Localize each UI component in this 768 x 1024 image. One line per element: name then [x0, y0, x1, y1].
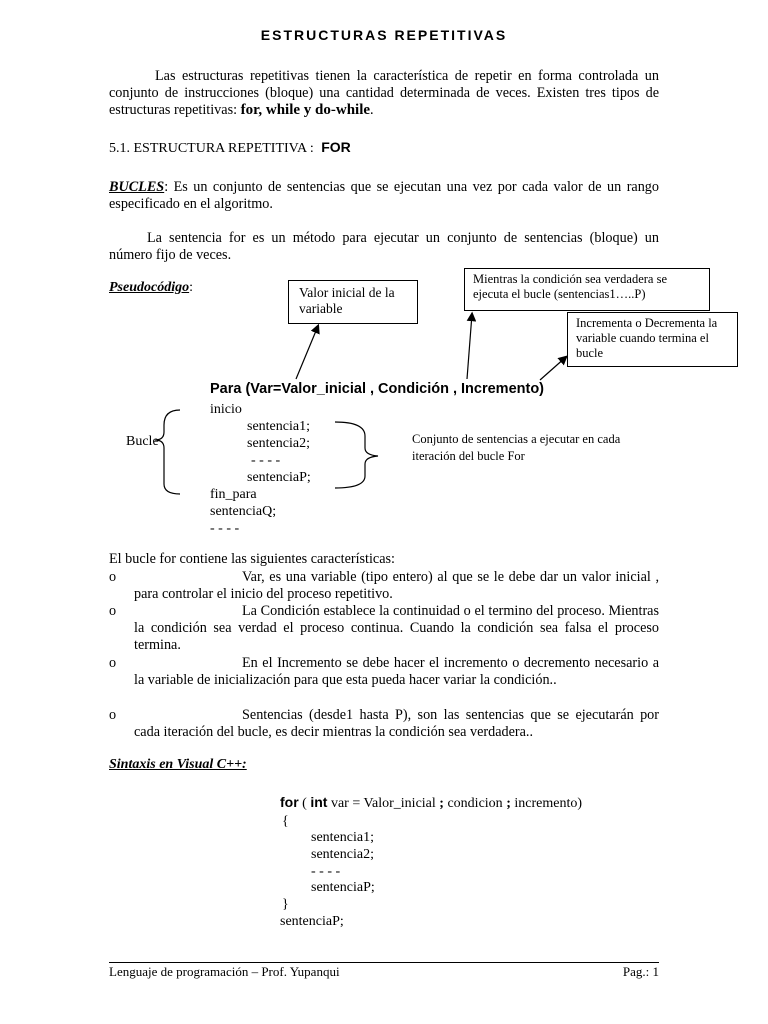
intro-text: Las estructuras repetitivas tienen la característica de repetir en forma controlada un conjunto de instrucciones (bloque) una cantidad determinada de veces. Existen tres tipos de estructuras repetitivas:	[109, 68, 659, 118]
list-item	[109, 569, 659, 603]
syntax-increment: incremento)	[510, 796, 582, 811]
bucle-left-brace	[155, 410, 180, 494]
bucle-label: Bucle	[126, 434, 159, 449]
arrow-initial-value	[296, 326, 318, 379]
list-item-text: En el Incremento se debe hacer el incremento o decremento necesario a la variable de inicialización para que esta pueda hacer variar la condición..	[134, 655, 659, 688]
pseudo-sentencia1: sentencia1;	[247, 419, 310, 434]
list-item	[109, 655, 659, 689]
list-item-text: Sentencias (desde1 hasta P), son las sentencias que se ejecutarán por cada iteración del bucle, es decir mientras la condición sea verdadera..	[134, 707, 659, 740]
syntax-condition: condicion	[443, 796, 507, 811]
syntax-semicolon: ;	[506, 796, 511, 811]
footer-course: Lenguaje de programación – Prof. Yupanqui	[109, 964, 340, 979]
pseudo-sentenciaP: sentenciaP;	[247, 470, 311, 485]
syntax-open: (	[298, 796, 311, 811]
syntax-close-brace: }	[282, 897, 289, 912]
pseudo-sentenciaQ: sentenciaQ;	[210, 504, 277, 519]
footer-divider	[109, 962, 659, 963]
bucles-text: : Es un conjunto de sentencias que se ejecutan una vez por cada valor de un rango especificado en el algoritmo.	[109, 179, 659, 212]
statements-right-brace	[335, 422, 378, 488]
characteristics-intro: El bucle for contiene las siguientes características:	[109, 551, 395, 567]
arrow-increment	[540, 357, 566, 380]
syntax-after-loop: sentenciaP;	[280, 914, 344, 929]
list-item-text: Var, es una variable (tipo entero) al que se le debe dar un valor inicial , para controlar el inicio del proceso repetitivo.	[134, 569, 659, 602]
pseudo-inicio: inicio	[210, 402, 242, 417]
syntax-label: Sintaxis en Visual C++:	[109, 757, 247, 772]
syntax-sentencia1: sentencia1;	[311, 830, 374, 845]
list-item	[109, 603, 659, 654]
syntax-ellipsis: - - - -	[311, 864, 341, 879]
bullet-marker: o	[109, 569, 117, 585]
pseudo-sentencia2: sentencia2;	[247, 436, 310, 451]
pseudo-ellipsis: - - - -	[251, 453, 281, 468]
syntax-for-keyword: for	[280, 794, 299, 810]
page-number: Pag.: 1	[622, 964, 659, 979]
syntax-sentenciaP: sentenciaP;	[311, 880, 375, 895]
pseudocode-label-text: Pseudocódigo	[109, 280, 190, 295]
bullet-marker: o	[109, 707, 117, 723]
increment-box: Incrementa o Decrementa la variable cuando termina el bucle	[567, 312, 738, 367]
pseudocode-header: Para (Var=Valor_inicial , Condición , Incremento)	[210, 381, 545, 397]
section-keyword: FOR	[321, 139, 351, 155]
bullet-marker: o	[109, 603, 117, 619]
syntax-semicolon: ;	[439, 796, 444, 811]
page-footer	[109, 964, 659, 980]
bullet-marker: o	[109, 655, 117, 671]
section-number: 5.1. ESTRUCTURA REPETITIVA :	[109, 141, 318, 156]
pseudo-fin-para: fin_para	[210, 487, 257, 502]
arrow-condition	[467, 314, 472, 379]
intro-end: .	[370, 102, 374, 118]
syntax-var: var = Valor_inicial	[327, 796, 440, 811]
pseudo-ellipsis-end: - - - -	[210, 521, 240, 536]
list-item-text: La Condición establece la continuidad o el termino del proceso. Mientras la condición sea verdad el proceso continua. Cuando la condición sea falsa el proceso termina.	[134, 603, 659, 653]
condition-box: Mientras la condición sea verdadera se ejecuta el bucle (sentencias1…..P)	[464, 268, 710, 311]
initial-value-box: Valor inicial de la variable	[288, 280, 418, 324]
pseudocode-label-colon: :	[189, 280, 193, 295]
syntax-open-brace: {	[282, 814, 289, 829]
statements-note: Conjunto de sentencias a ejecutar en cada iteración del bucle For	[412, 432, 621, 463]
for-sentence-paragraph: La sentencia for es un método para ejecutar un conjunto de sentencias (bloque) un número fijo de veces.	[109, 230, 659, 263]
syntax-sentencia2: sentencia2;	[311, 847, 374, 862]
page-title: ESTRUCTURAS REPETITIVAS	[260, 27, 508, 43]
bucles-term: BUCLES	[109, 179, 165, 195]
syntax-header	[280, 794, 582, 812]
list-item	[109, 707, 659, 741]
syntax-int-keyword: int	[310, 794, 328, 810]
intro-bold: for, while y do-while	[240, 102, 371, 118]
